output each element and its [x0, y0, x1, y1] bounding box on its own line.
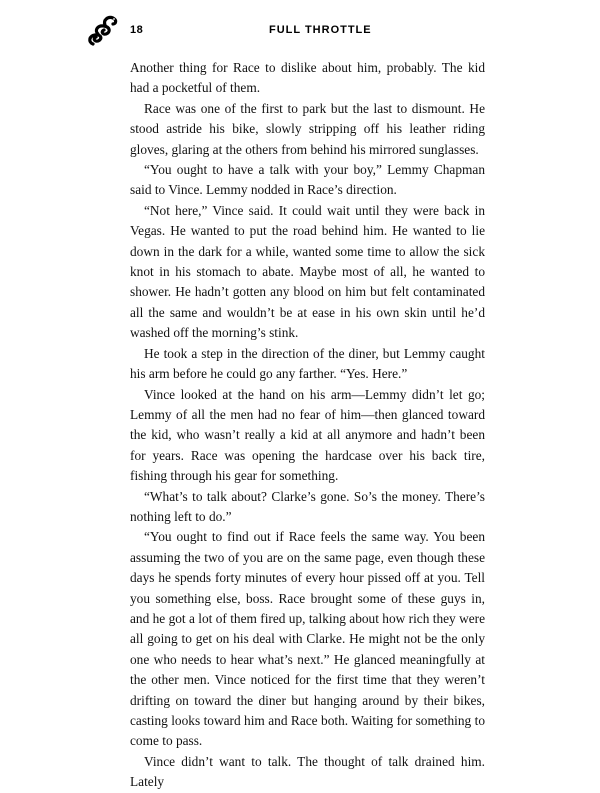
paragraph: “Not here,” Vince said. It could wait until they were back in Vegas. He wanted to put the road behind him. He wanted to lie down in the dark for a while, wanted some time to allow the sick knot in his stomach to abate. Maybe most of all, he wanted to shower. He hadn’t gotten any blood on him but felt contaminated all the same and wouldn’t be at ease in his own skin until he’d washed off the morning’s stink. — [130, 202, 485, 341]
paragraph: “You ought to find out if Race feels the same way. You been assuming the two of you are on the same page, even though these days he spends forty minutes of every hour pissed off at you. Tell you something else, boss. Race brought some of these guys in, and he got a lot of them fired up, talking about how rich they were all going to get on his deal with Clarke. He might not be the only one who needs to hear what’s next.” He glanced meaningfully at the other men. Vince noticed for the first time that they weren’t drifting on toward the diner but hanging around by their bikes, casting looks toward him and Race both. Waiting for something to come to pass. — [130, 529, 485, 749]
running-head: FULL THROTTLE — [269, 24, 372, 36]
page-header — [86, 14, 516, 50]
paragraph: Vince looked at the hand on his arm—Lemmy didn’t let go; Lemmy of all the men had no fear of him—then glanced toward the kid, who wasn’t really a kid at all anymore and hadn’t been for years. Race was opening the hardcase over his back tire, fishing through his gear for something. — [130, 386, 485, 484]
paragraph: Vince didn’t want to talk. The thought of talk drained him. Lately — [130, 753, 485, 790]
paragraph: He took a step in the direction of the diner, but Lemmy caught his arm before he could go any farther. “Yes. Here.” — [130, 345, 485, 382]
paragraph: Race was one of the first to park but the last to dismount. He stood astride his bike, slowly stripping off his leather riding gloves, glaring at the others from behind his mirrored sunglasses. — [130, 100, 485, 157]
body-text — [130, 58, 485, 793]
paragraph: Another thing for Race to dislike about him, probably. The kid had a pocketful of them. — [130, 60, 485, 96]
page-number: 18 — [130, 24, 144, 36]
snake-icon — [86, 14, 120, 48]
paragraph: “You ought to have a talk with your boy,” Lemmy Chapman said to Vince. Lemmy nodded in Race’s direction. — [130, 162, 485, 198]
paragraph: “What’s to talk about? Clarke’s gone. So’s the money. There’s nothing left to do.” — [130, 488, 485, 524]
